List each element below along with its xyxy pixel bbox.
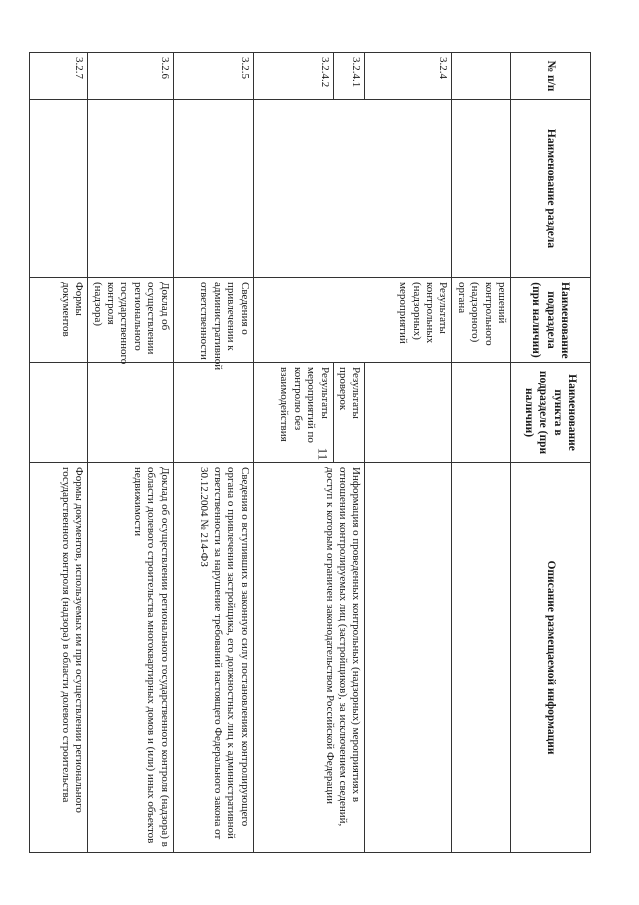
- header-subsection: Наименование подраздела (при наличии): [511, 278, 591, 363]
- header-section: Наименование раздела: [511, 100, 591, 278]
- row-item: [452, 363, 511, 463]
- row-description: Информация о проведенных контрольных (надзорных) мероприятиях в отношении контролируемых лиц (застройщиков), за исключением сведений, доступ к которым ограничен законодательством Российской Федерации: [253, 463, 365, 853]
- table-row: [173, 53, 253, 853]
- page-number: 11: [315, 447, 331, 461]
- row-section: [253, 100, 452, 278]
- header-item: Наименование пункта в подразделе (при наличии): [511, 363, 591, 463]
- row-description: Сведения о вступивших в законную силу постановлениях контролирующего органа о привлечении застройщика, его должностных лиц к административной ответственности за нарушение требований настоящего Федерального закона от 30.12.2004 № 214-ФЗ: [173, 463, 253, 853]
- row-num: 3.2.6: [88, 53, 173, 100]
- row-section: [88, 100, 173, 278]
- row-description: [365, 463, 452, 853]
- row-subsection: Формы документов: [30, 278, 88, 363]
- row-num: 3.2.4.2: [253, 53, 333, 100]
- row-item: [365, 363, 452, 463]
- row-item: [173, 363, 253, 463]
- row-item: [88, 363, 173, 463]
- row-subsection: решений контрольного (надзорного) органа: [452, 278, 511, 363]
- row-item: Результаты проверок: [333, 363, 365, 463]
- header-description: Описание размещаемой информации: [511, 463, 591, 853]
- table-row: [452, 53, 511, 853]
- row-description: Доклад об осуществлении регионального государственного контроля (надзора) в области долевого строительства многоквартирных домов и (или) иных объектов недвижимости: [88, 463, 173, 853]
- row-item: [30, 363, 88, 463]
- row-section: [173, 100, 253, 278]
- row-section: [452, 100, 511, 278]
- row-num: 3.2.5: [173, 53, 253, 100]
- table-row: [88, 53, 173, 853]
- row-num: 3.2.4: [365, 53, 452, 100]
- row-subsection: Результаты контрольных (надзорных) мероприятий: [253, 278, 452, 363]
- table-row: [30, 53, 88, 853]
- info-table: [29, 52, 591, 853]
- row-num: 3.2.7: [30, 53, 88, 100]
- row-section: [30, 100, 88, 278]
- row-description: [452, 463, 511, 853]
- header-num: № п/п: [511, 53, 591, 100]
- row-num: [452, 53, 511, 100]
- row-item: Результаты мероприятий по контролю без взаимодействия: [253, 363, 333, 463]
- row-num: 3.2.4.1: [333, 53, 365, 100]
- table-row: [365, 53, 452, 853]
- row-subsection: Сведения о привлечении к административной ответственности: [173, 278, 253, 363]
- table-header-row: [511, 53, 591, 853]
- row-description: Формы документов, используемых им при осуществлении регионального государственного контроля (надзора) в области долевого строительства: [30, 463, 88, 853]
- row-subsection: Доклад об осуществлении регионального государственного контроля (надзора): [88, 278, 173, 363]
